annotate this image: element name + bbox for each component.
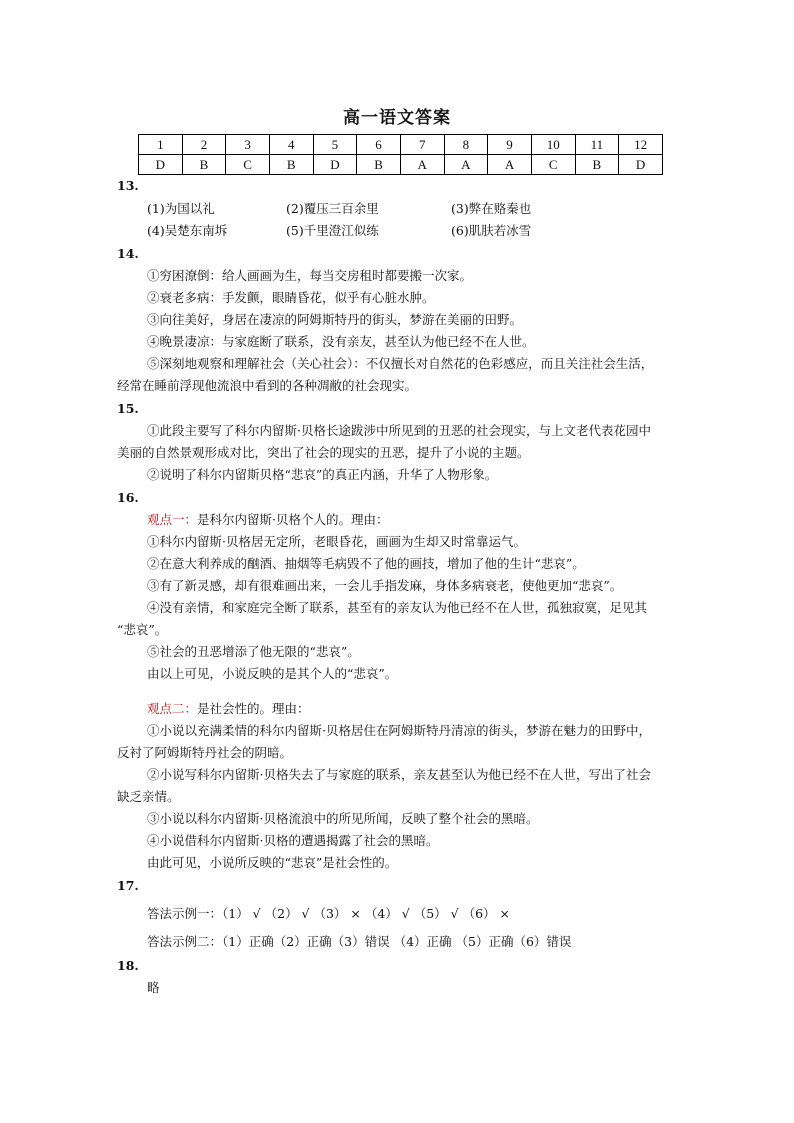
- mcq-number: 8: [444, 135, 488, 155]
- mcq-number: 4: [269, 135, 313, 155]
- q16-view2-line: ②小说写科尔内留斯·贝格失去了与家庭的联系，亲友甚至认为他已经不在人世，写出了社会: [147, 767, 651, 782]
- view1-text: 是科尔内留斯·贝格个人的。理由：: [197, 512, 389, 527]
- mcq-answer: A: [488, 155, 532, 175]
- q16-view2-line: 由此可见，小说所反映的“悲哀”是社会性的。: [147, 855, 398, 870]
- q16-view2-line: ①小说以充满柔情的科尔内留斯·贝格居住在阿姆斯特丹清凉的街头，梦游在魅力的田野中，: [147, 723, 651, 738]
- mcq-answer: B: [269, 155, 313, 175]
- q14-line: 经常在睡前浮现他流浪中看到的各种凋敝的社会现实。: [117, 378, 418, 393]
- mcq-number: 3: [226, 135, 270, 155]
- q15-line: 美丽的自然景观形成对比，突出了社会的现实的丑恶，提升了小说的主题。: [117, 445, 530, 460]
- mcq-answer: C: [531, 155, 575, 175]
- mcq-number: 2: [182, 135, 226, 155]
- mcq-answer: C: [226, 155, 270, 175]
- mcq-answer: D: [313, 155, 357, 175]
- q13-item: (5)千里澄江似练: [286, 223, 379, 238]
- question-16-number: 16.: [117, 490, 139, 505]
- q13-item: (3)弊在赂秦也: [451, 201, 532, 216]
- q17-example-2: 答法示例二：（1）正确（2）正确（3）错误 （4）正确 （5）正确（6）错误: [147, 934, 572, 949]
- q16-view1-line: ④没有亲情，和家庭完全断了联系，甚至有的亲友认为他已经不在人世，孤独寂寞，足见其: [147, 600, 648, 615]
- mcq-answer-row: [139, 155, 663, 175]
- mcq-answer: A: [400, 155, 444, 175]
- q14-line: ①穷困潦倒：给人画画为生，每当交房租时都要搬一次家。: [147, 268, 473, 283]
- q16-view1-line: 由以上可见，小说反映的是其个人的“悲哀”。: [147, 666, 398, 681]
- question-18-number: 18.: [117, 958, 139, 973]
- question-14-number: 14.: [117, 246, 139, 261]
- q16-view2-line: 反衬了阿姆斯特丹社会的阴暗。: [117, 745, 293, 760]
- q16-view1-line: ①科尔内留斯·贝格居无定所，老眼昏花，画画为生却又时常靠运气。: [147, 534, 526, 549]
- q15-line: ②说明了科尔内留斯贝格“悲哀”的真正内涵，升华了人物形象。: [147, 467, 498, 482]
- question-15-number: 15.: [117, 401, 139, 416]
- mcq-answer: B: [182, 155, 226, 175]
- mcq-number: 10: [531, 135, 575, 155]
- view2-text: 是社会性的。理由：: [197, 701, 310, 716]
- q13-row-2: [147, 223, 531, 239]
- q15-line: ①此段主要写了科尔内留斯·贝格长途跋涉中所见到的丑恶的社会现实，与上文老代表花园中: [147, 423, 651, 438]
- mcq-number: 12: [619, 135, 663, 155]
- mcq-number-row: [139, 135, 663, 155]
- mcq-number: 6: [357, 135, 401, 155]
- view1-label: 观点一：: [147, 512, 198, 527]
- q13-row-1: [147, 201, 531, 217]
- mcq-answer: D: [139, 155, 183, 175]
- question-13-number: 13.: [117, 178, 139, 193]
- page-title: 高一语文答案: [343, 108, 451, 128]
- q16-view1-line: ⑤社会的丑恶增添了他无限的“悲哀”。: [147, 644, 360, 659]
- mcq-number: 5: [313, 135, 357, 155]
- mcq-number: 1: [139, 135, 183, 155]
- view2-label: 观点二：: [147, 701, 198, 716]
- q14-line: ⑤深刻地观察和理解社会（关心社会）：不仅擅长对自然花的色彩感应，而且关注社会生活，: [147, 356, 654, 371]
- q17-example-1: 答法示例一：（1） √ （2） √ （3） × （4） √ （5） √ （6） ×: [147, 906, 510, 921]
- q14-line: ④晚景凄凉：与家庭断了联系，没有亲友，甚至认为他已经不在人世。: [147, 334, 535, 349]
- q13-item: (2)覆压三百余里: [286, 201, 379, 216]
- q16-view1-line: ③有了新灵感，却有很难画出来，一会儿手指发麻，身体多病衰老，使他更加“悲哀”。: [147, 578, 623, 593]
- q16-view2-line: ③小说以科尔内留斯·贝格流浪中的所见所闻，反映了整个社会的黑暗。: [147, 811, 539, 826]
- q16-view2-line: 缺乏亲情。: [117, 789, 180, 804]
- mcq-answer: B: [357, 155, 401, 175]
- q16-view2-heading: [147, 701, 310, 717]
- q18-answer: 略: [147, 980, 160, 995]
- q13-item: (4)吴楚东南坼: [147, 223, 228, 238]
- q13-item: (1)为国以礼: [147, 201, 215, 216]
- q16-view2-line: ④小说借科尔内留斯·贝格的遭遇揭露了社会的黑暗。: [147, 833, 439, 848]
- q16-view1-heading: [147, 512, 389, 528]
- q14-line: ③向往美好，身居在凄凉的阿姆斯特丹的街头，梦游在美丽的田野。: [147, 312, 523, 327]
- question-17-number: 17.: [117, 878, 139, 893]
- q14-line: ②衰老多病：手发颤，眼睛昏花，似乎有心脏水肿。: [147, 290, 435, 305]
- q13-item: (6)肌肤若冰雪: [451, 223, 532, 238]
- mcq-number: 7: [400, 135, 444, 155]
- mcq-answer-table: [138, 134, 663, 175]
- mcq-number: 11: [575, 135, 619, 155]
- mcq-answer: D: [619, 155, 663, 175]
- mcq-number: 9: [488, 135, 532, 155]
- q16-view1-line: ②在意大利养成的酗酒、抽烟等毛病毁不了他的画技，增加了他的生计“悲哀”。: [147, 556, 585, 571]
- q16-view1-line: “悲哀”。: [117, 622, 168, 637]
- mcq-answer: B: [575, 155, 619, 175]
- mcq-answer: A: [444, 155, 488, 175]
